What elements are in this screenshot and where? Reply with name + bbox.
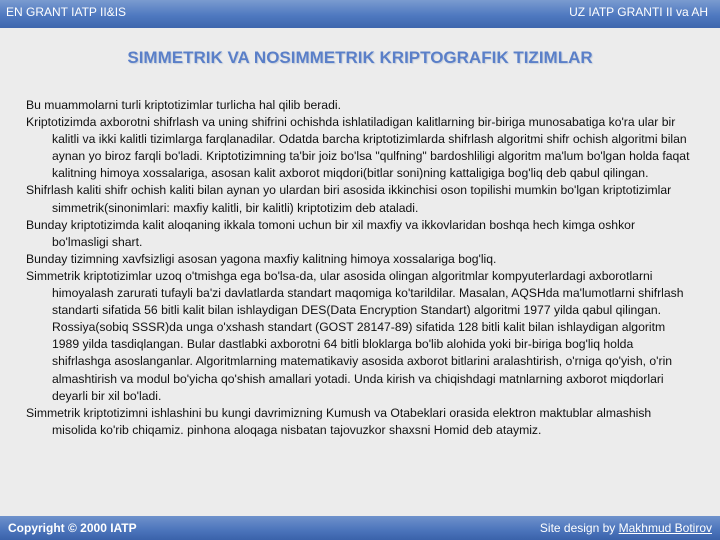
content-body xyxy=(26,97,692,439)
paragraph: Simmetrik kriptotizimni ishlashini bu kungi davrimizning Kumush va Otabeklari orasida elektron maktublar almashish misolida ko'rib chiqamiz. pinhona aloqaga nisbatan tajovuzkor shaxsni Homid deb ataymiz. xyxy=(26,405,652,437)
site-design-prefix: Site design by xyxy=(539,521,619,535)
header-bar xyxy=(0,0,720,28)
copyright-text: Copyright © 2000 IATP xyxy=(8,521,137,535)
paragraph: Simmetrik kriptotizimlar uzoq o'tmishga ega bo'lsa-da, ular asosida olingan algoritmlar kompyuterlardagi axborotlarni himoyalash zarurati tufayli ba'zi davlatlarda standart maqomiga ko'tarildilar. Masalan, AQSHda ma'lumotlarni shifrlash standarti sifatida 56 bitli kalit bilan ishlaydigan DES(Data Encryption Standart) algoritmi 1977 yilda qabul qilingan. Rossiya(sobiq SSSR)da unga o'xshash standart (GOST 28147-89) sifatida 128 bitli kalit bilan ishlaydigan algoritm 1989 yilda tasdiqlangan. Bular dastlabki axborotni 64 bitli bloklarga bo'lib alohida yoki bir-biriga bog'liq holda shifrlashga asoslanganlar. Algoritmlarning matematikaviy asosida axborot bitlarini aralashtirish, o'rniga qo'yish, o'rin almashtirish va modul bo'yicha qo'shish amallari yotadi. Unda kirish va chiqishdagi matnlarning axborot miqdorlari deyarli bir xil bo'ladi. xyxy=(26,268,684,403)
paragraph: Bunday kriptotizimda kalit aloqaning ikkala tomoni uchun bir xil maxfiy va ikkovlaridan boshqa hech kimga oshkor bo'lmasligi shart. xyxy=(26,217,636,249)
header-right-text: UZ IATP GRANTI II va AH xyxy=(569,5,708,19)
paragraph: Bunday tizimning xavfsizligi asosan yagona maxfiy kalitning himoya xossalariga bog'liq. xyxy=(26,251,497,266)
footer-bar xyxy=(0,516,720,540)
site-design-credit xyxy=(540,516,712,540)
header-left-text: EN GRANT IATP II&IS xyxy=(6,5,127,19)
designer-link[interactable]: Makhmud Botirov xyxy=(618,521,712,535)
page-title: SIMMETRIK VA NOSIMMETRIK KRIPTOGRAFIK TIZIMLAR xyxy=(127,48,593,67)
paragraph: Kriptotizimda axborotni shifrlash va uning shifrini ochishda ishlatiladigan kalitlarning bir-biriga munosabatiga ko'ra ular bir kalitli va ikki kalitli tizimlarga farqlanadilar. Odatda barcha kriptotizimlarda shifrlash algoritmi shifr ochish algoritmi bilan aynan yo biroz farqli bo'ladi. Kriptotizimning ta'bir joiz bo'lsa "qulfning" bardoshliligi algoritm ma'lum bo'lgan holda faqat kalitning himoya xossalariga, asosan kalit axborot miqdori(bitlar soni)ning kattaligiga bog'liq deb qabul qilingan. xyxy=(26,115,690,181)
paragraph: Bu muammolarni turli kriptotizimlar turlicha hal qilib beradi. xyxy=(26,98,341,112)
paragraph: Shifrlash kaliti shifr ochish kaliti bilan aynan yo ulardan biri asosida ikkinchisi oson topilishi mumkin bo'lgan kriptotizimlar simmetrik(sinonimlari: maxfiy kalitli, bir kalitli) kriptotizim deb ataladi. xyxy=(26,183,672,215)
